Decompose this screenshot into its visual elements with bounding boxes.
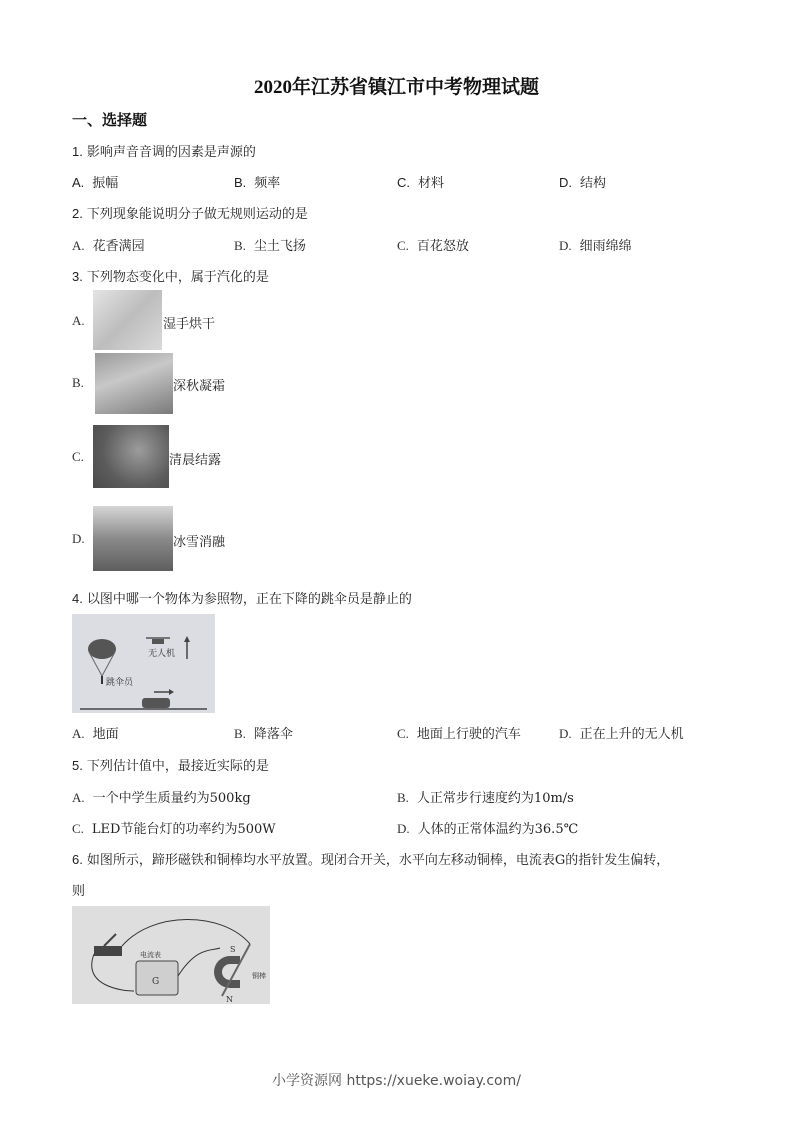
q3-option-c-text: 清晨结露	[169, 453, 222, 468]
q3-option-c-label: C.	[72, 449, 84, 464]
q1-option-d: D. 结构	[559, 175, 607, 191]
question-number: 2.	[72, 206, 83, 221]
question-3	[72, 266, 269, 285]
q4-option-c: C. 地面上行驶的汽车	[397, 726, 521, 742]
svg-text:G: G	[152, 977, 160, 987]
q3-option-a-label: A.	[72, 313, 85, 328]
svg-text:跳伞员: 跳伞员	[106, 678, 134, 688]
question-number: 5.	[72, 758, 83, 773]
svg-text:N: N	[226, 995, 233, 1004]
question-6-continuation: 则	[72, 884, 86, 899]
question-text: 如图所示，蹄形磁铁和铜棒均水平放置。现闭合开关，水平向左移动铜棒，电流表G的指针发生偏转，	[86, 853, 670, 868]
svg-text:无人机: 无人机	[148, 649, 176, 659]
q5-option-a: A. 一个中学生质量约为500kg	[72, 790, 251, 806]
q2-option-a: A. 花香满园	[72, 238, 145, 254]
question-text: 下列现象能说明分子做无规则运动的是	[86, 207, 308, 222]
q3-option-b-text: 深秋凝霜	[173, 379, 226, 394]
q2-option-d: D. 细雨绵绵	[559, 238, 632, 254]
melting-snow-image	[93, 506, 173, 571]
question-6	[72, 849, 669, 868]
q3-option-b-label: B.	[72, 375, 84, 390]
question-number: 3.	[72, 269, 83, 284]
q5-option-d: D. 人体的正常体温约为36.5℃	[397, 821, 579, 837]
circuit-diagram	[72, 906, 270, 1004]
q2-option-c: C. 百花怒放	[397, 238, 469, 254]
q3-option-d-label: D.	[72, 531, 85, 546]
q4-option-b: B. 降落伞	[234, 726, 293, 742]
question-5	[72, 755, 269, 774]
q1-option-c: C. 材料	[397, 175, 445, 191]
q2-option-b: B. 尘土飞扬	[234, 238, 306, 254]
circuit-figure	[72, 906, 270, 1004]
question-text: 下列估计值中，最接近实际的是	[86, 759, 269, 774]
question-4	[72, 588, 412, 607]
svg-text:铜棒: 铜棒	[252, 972, 266, 980]
question-2	[72, 203, 308, 222]
q1-option-b: B. 频率	[234, 175, 281, 191]
parachutist-figure	[72, 614, 215, 713]
q4-option-d: D. 正在上升的无人机	[559, 726, 684, 742]
question-number: 4.	[72, 591, 83, 606]
q3-option-a-text: 湿手烘干	[163, 317, 216, 332]
question-text: 下列物态变化中，属于汽化的是	[86, 270, 269, 285]
wet-hands-drying-image	[93, 290, 162, 350]
q3-option-d-text: 冰雪消融	[173, 535, 226, 550]
q1-option-a: A. 振幅	[72, 175, 119, 191]
morning-dew-image	[93, 425, 169, 488]
section-heading: 一、选择题	[72, 111, 148, 129]
question-text: 影响声音音调的因素是声源的	[86, 145, 256, 160]
question-text: 以图中哪一个物体为参照物，正在下降的跳伞员是静止的	[86, 592, 412, 607]
q5-option-c: C. LED节能台灯的功率约为500W	[72, 821, 276, 837]
question-1	[72, 141, 256, 160]
q4-option-a: A. 地面	[72, 726, 119, 742]
q5-option-b: B. 人正常步行速度约为10m/s	[397, 790, 574, 806]
svg-text:电流表: 电流表	[140, 951, 161, 959]
footer-watermark: 小学资源网 https://xueke.woiay.com/	[272, 1073, 521, 1089]
page-title: 2020年江苏省镇江市中考物理试题	[253, 77, 539, 98]
svg-text:S: S	[230, 945, 236, 954]
parachutist-diagram	[72, 614, 215, 713]
frost-branch-image	[95, 353, 173, 414]
question-number: 1.	[72, 144, 83, 159]
question-number: 6.	[72, 852, 83, 867]
